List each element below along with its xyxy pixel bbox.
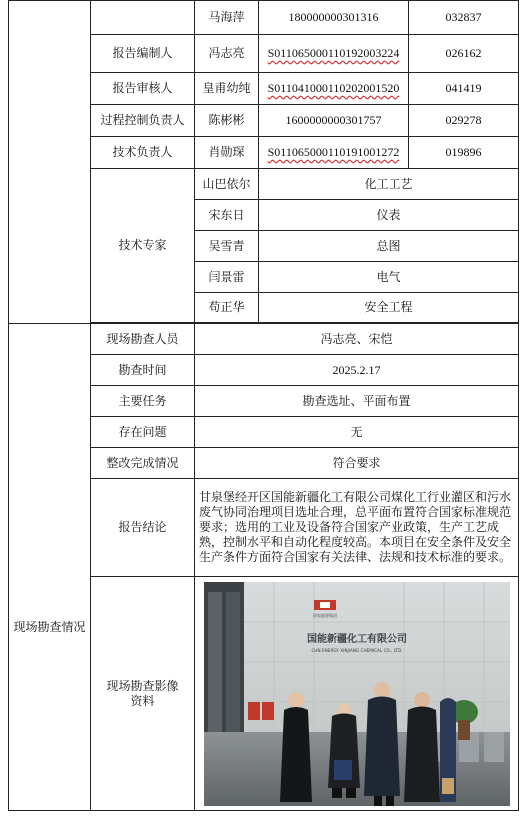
code-cell: 041419 bbox=[409, 73, 519, 105]
cert-cell: 180000000301316 bbox=[259, 1, 409, 35]
cert-number: S011065000110192003224 bbox=[267, 46, 400, 60]
survey-row bbox=[9, 324, 519, 355]
expert-name: 吴雪青 bbox=[195, 231, 259, 262]
cert-cell: 1600000000301757 bbox=[259, 105, 409, 137]
cert-number: S011065000110191001272 bbox=[267, 145, 400, 159]
role-cell: 报告审核人 bbox=[91, 73, 195, 105]
survey-value: 无 bbox=[195, 417, 519, 448]
role-cell bbox=[91, 1, 195, 35]
role-cell: 报告编制人 bbox=[91, 35, 195, 73]
site-survey-photo bbox=[204, 582, 510, 806]
cert-number: S011041000110202001520 bbox=[267, 81, 400, 95]
company-sign-en: CHN ENERGY XINJIANG CHEMICAL CO., LTD. bbox=[310, 647, 403, 653]
expert-field: 仪表 bbox=[259, 200, 519, 231]
expert-name: 苟正华 bbox=[195, 293, 259, 323]
conclusion-text: 甘泉堡经开区国能新疆化工有限公司煤化工行业灌区和污水废气协同治理项目选址合理，总平面布置符合国家标准规范要求；选用的工业及设备符合国家产业政策，生产工艺成熟，控制水平和自动化程度较高。本项目在安全条件及安全生产条件方面符合国家有关法律、法规和技术标准的要求。 bbox=[195, 479, 519, 577]
expert-field: 安全工程 bbox=[259, 293, 519, 323]
conclusion-label: 报告结论 bbox=[91, 479, 195, 577]
expert-field: 总图 bbox=[259, 231, 519, 262]
left-blank-cell bbox=[9, 1, 91, 324]
expert-name: 宋东日 bbox=[195, 200, 259, 231]
survey-value: 冯志亮、宋恺 bbox=[195, 324, 519, 355]
survey-label: 存在问题 bbox=[91, 417, 195, 448]
code-cell: 019896 bbox=[409, 137, 519, 169]
logo-text: 国家能源集团 bbox=[312, 612, 337, 618]
expert-field: 电气 bbox=[259, 262, 519, 293]
survey-label: 勘查时间 bbox=[91, 355, 195, 386]
personnel-row bbox=[9, 1, 519, 35]
survey-value: 2025.2.17 bbox=[195, 355, 519, 386]
name-cell: 陈彬彬 bbox=[195, 105, 259, 137]
code-cell: 026162 bbox=[409, 35, 519, 73]
name-cell: 肖勋琛 bbox=[195, 137, 259, 169]
role-cell: 技术负责人 bbox=[91, 137, 195, 169]
survey-value: 勘查选址、平面布置 bbox=[195, 386, 519, 417]
company-sign-cn: 国能新疆化工有限公司 bbox=[306, 633, 407, 645]
name-cell: 冯志亮 bbox=[195, 35, 259, 73]
expert-name: 闫景雷 bbox=[195, 262, 259, 293]
code-cell: 032837 bbox=[409, 1, 519, 35]
name-cell: 马海萍 bbox=[195, 1, 259, 35]
name-cell: 皇甫幼纯 bbox=[195, 73, 259, 105]
expert-field: 化工工艺 bbox=[259, 169, 519, 200]
report-table bbox=[8, 0, 519, 811]
photo-label: 现场勘查影像资料 bbox=[91, 577, 195, 811]
survey-label: 整改完成情况 bbox=[91, 448, 195, 479]
role-cell: 过程控制负责人 bbox=[91, 105, 195, 137]
code-cell: 029278 bbox=[409, 105, 519, 137]
survey-label: 主要任务 bbox=[91, 386, 195, 417]
survey-label: 现场勘查人员 bbox=[91, 324, 195, 355]
survey-section-label: 现场勘查情况 bbox=[9, 324, 91, 811]
survey-value: 符合要求 bbox=[195, 448, 519, 479]
experts-label: 技术专家 bbox=[91, 169, 195, 323]
expert-name: 山巴依尔 bbox=[195, 169, 259, 200]
